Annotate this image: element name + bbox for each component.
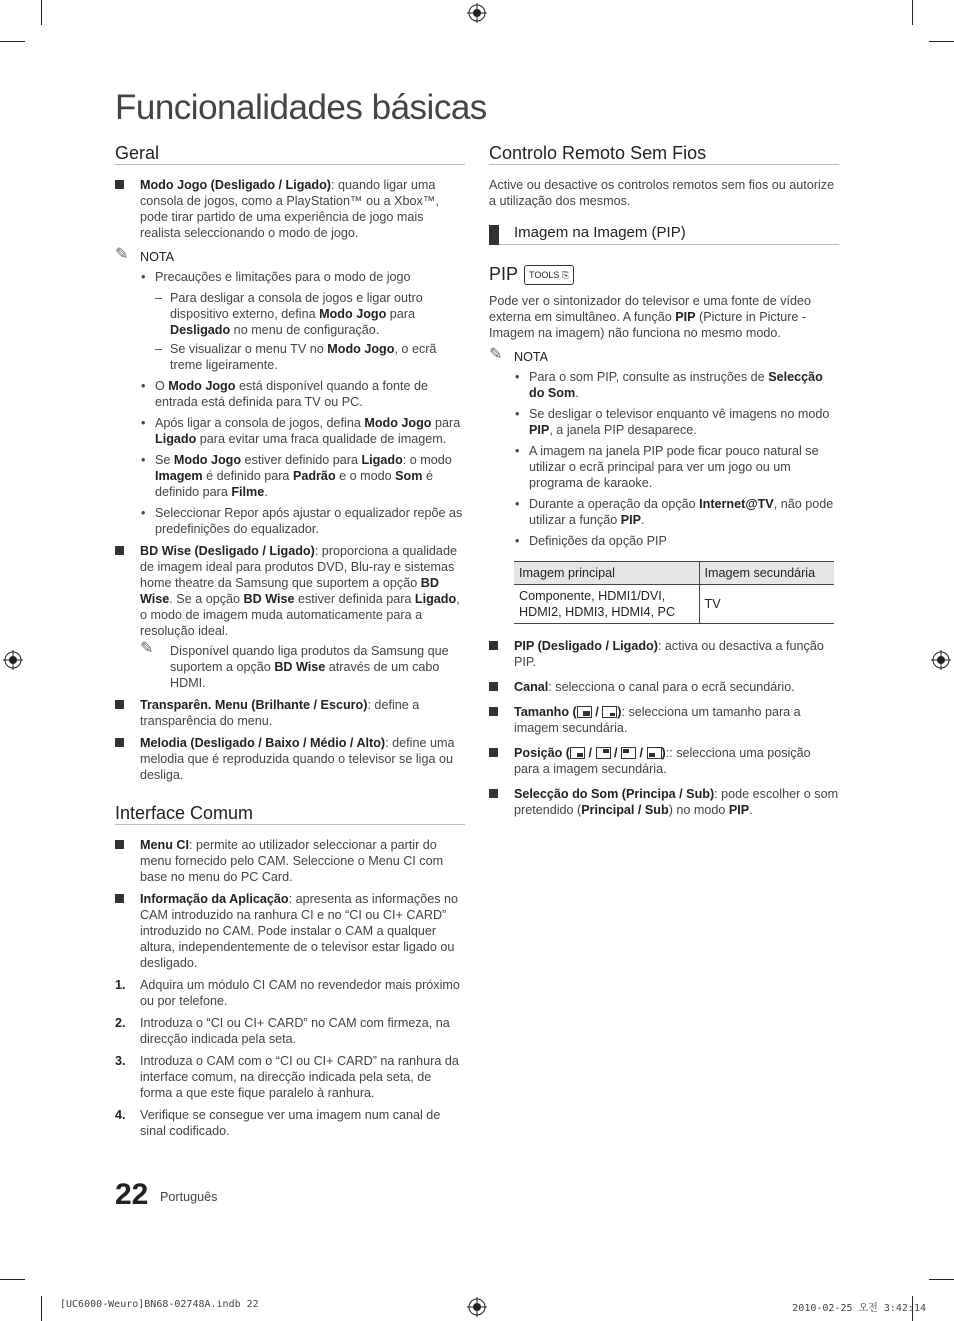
- crop-mark: [41, 1296, 42, 1321]
- note-bullet: • Para o som PIP, consulte as instruções de Selecção do Som.: [515, 370, 823, 400]
- size-large-icon: [577, 706, 592, 718]
- square-bullet-icon: [489, 707, 498, 716]
- language-label: Português: [160, 1190, 218, 1204]
- note-bullet: • O Modo Jogo está disponível quando a fonte de entrada está definida para TV ou PC.: [141, 379, 429, 409]
- position-bottom-right-icon: [570, 747, 585, 759]
- crop-mark: [929, 41, 954, 42]
- pencil-icon: ✎: [489, 346, 503, 363]
- list-item-menu-ci: Menu CI: permite ao utilizador seleccionar a partir do menu fornecido pelo CAM. Seleccione o Menu CI com base no menu do PC Card.: [115, 837, 465, 885]
- table-row: [514, 585, 834, 624]
- pip-heading: PIP TOOLS ⎘: [489, 265, 839, 285]
- note-bullet: • Após ligar a consola de jogos, defina Modo Jogo para Ligado para evitar uma fraca qualidade de imagem.: [141, 416, 461, 446]
- size-small-icon: [602, 706, 617, 718]
- crop-mark: [41, 0, 42, 25]
- note-bullet: • Seleccionar Repor após ajustar o equalizador repõe as predefinições do equalizador.: [141, 506, 463, 536]
- step-item: 3. Introduza o CAM com o “CI ou CI+ CARD” na ranhura da interface comum, na direcção indicada pela seta, de forma a que este fique paralelo à ranhura.: [115, 1054, 459, 1100]
- note-bullet: • Se Modo Jogo estiver definido para Ligado: o modo Imagem é definido para Padrão e o modo Som é definido para Filme.: [141, 453, 452, 499]
- page-number: 22: [115, 1178, 149, 1211]
- right-column: [489, 145, 839, 824]
- footer-date: 2010-02-25 오전 3:42:14: [792, 1303, 926, 1314]
- note-bullet: • Durante a operação da opção Internet@TV, não pode utilizar a função PIP.: [515, 497, 834, 527]
- square-bullet-icon: [489, 641, 498, 650]
- pip-intro: Pode ver o sintonizador do televisor e uma fonte de vídeo externa em simultâneo. A função PIP (Picture in Picture - Imagem na imagem) não funciona no mesmo modo.: [489, 294, 812, 340]
- note-bullet: • Se desligar o televisor enquanto vê imagens no modo PIP, a janela PIP desaparece.: [515, 407, 830, 437]
- table-cell: Componente, HDMI1/DVI, HDMI2, HDMI3, HDMI4, PC: [514, 585, 699, 624]
- square-bullet-icon: [115, 894, 124, 903]
- pencil-icon: ✎: [140, 640, 154, 657]
- registration-mark-icon: [467, 1297, 487, 1317]
- crop-mark: [912, 0, 913, 25]
- note-dash-item: – Para desligar a consola de jogos e ligar outro dispositivo externo, defina Modo Jogo para Desligado no menu de configuração.: [155, 291, 423, 337]
- square-bullet-icon: [115, 738, 124, 747]
- note-dash-item: – Se visualizar o menu TV no Modo Jogo, o ecrã treme ligeiramente.: [155, 342, 437, 372]
- list-item-info-aplicacao: Informação da Aplicação: apresenta as informações no CAM introduzido na ranhura CI e no “CI ou CI+ CARD” introduzido no CAM. Pode instalar o CAM a qualquer altura, independentemente de o televisor estar ligado ou desligado.: [115, 891, 465, 971]
- step-item: 2. Introduza o “CI ou CI+ CARD” no CAM com firmeza, na direcção indicada pela seta.: [115, 1016, 450, 1046]
- bd-wise-note: ✎ Disponível quando liga produtos da Samsung que suportem a opção BD Wise através de um cabo HDMI.: [140, 640, 449, 690]
- list-item-selecao-som: Selecção do Som (Principa / Sub): pode escolher o som pretendido (Principal / Sub) no modo PIP.: [489, 786, 839, 818]
- footer-file: [UC6000-Weuro]BN68-02748A.indb 22: [60, 1299, 259, 1310]
- registration-mark-icon: [931, 650, 951, 670]
- list-item-canal: Canal: selecciona o canal para o ecrã secundário.: [489, 679, 839, 695]
- square-bullet-icon: [115, 546, 124, 555]
- step-item: 4. Verifique se consegue ver uma imagem num canal de sinal codificado.: [115, 1108, 441, 1138]
- pencil-icon: ✎: [115, 246, 129, 263]
- section-heading-controlo-remoto: Controlo Remoto Sem Fios: [489, 145, 839, 165]
- registration-mark-icon: [467, 3, 487, 23]
- crop-mark: [0, 41, 25, 42]
- list-item-transparencia: Transparên. Menu (Brilhante / Escuro): define a transparência do menu.: [115, 697, 465, 729]
- square-bullet-icon: [489, 748, 498, 757]
- note-heading: ✎ NOTA: [489, 346, 549, 364]
- square-bullet-icon: [489, 789, 498, 798]
- square-bullet-icon: [115, 180, 124, 189]
- list-item-posicao: Posição ( / / / ):: selecciona uma posição para a imagem secundária.: [489, 745, 839, 777]
- section-heading-interface-comum: Interface Comum: [115, 805, 465, 825]
- position-top-right-icon: [596, 747, 611, 759]
- crop-mark: [929, 1279, 954, 1280]
- subsection-heading-pip: Imagem na Imagem (PIP): [489, 225, 839, 245]
- step-item: 1. Adquira um módulo CI CAM no revendedor mais próximo ou por telefone.: [115, 978, 460, 1008]
- square-bullet-icon: [489, 682, 498, 691]
- note-bullet: • Precauções e limitações para o modo de jogo: [141, 270, 411, 284]
- page-title: Funcionalidades básicas: [115, 88, 487, 127]
- pip-settings-table: [514, 561, 834, 624]
- list-item-tamanho: Tamanho ( / ): selecciona um tamanho para a imagem secundária.: [489, 704, 839, 736]
- controlo-text: Active ou desactive os controlos remotos sem fios ou autorize a utilização dos mesmos.: [489, 178, 835, 208]
- square-bullet-icon: [115, 840, 124, 849]
- note-heading: ✎ NOTA: [115, 246, 175, 264]
- list-item-pip: PIP (Desligado / Ligado): activa ou desactiva a função PIP.: [489, 638, 839, 670]
- position-top-left-icon: [621, 747, 636, 759]
- section-bar-icon: [489, 225, 499, 245]
- note-bullet: • A imagem na janela PIP pode ficar pouco natural se utilizar o ecrã principal para ver um jogo ou um programa de karaoke.: [515, 444, 819, 490]
- note-bullet: • Definições da opção PIP: [515, 534, 667, 548]
- crop-mark: [0, 1279, 25, 1280]
- list-item-bd-wise: BD Wise (Desligado / Ligado): proporciona a qualidade de imagem ideal para produtos DVD, Blu-ray e sistemas home theatre da Samsung que suportem a opção BD Wise. Se a opção BD Wise estiver definida para Ligado, o modo de imagem muda automaticamente para a resolução ideal.: [115, 543, 465, 639]
- table-header: Imagem secundária: [699, 562, 834, 585]
- list-item-melodia: Melodia (Desligado / Baixo / Médio / Alto): define uma melodia que é reproduzida quando o televisor se liga ou desliga.: [115, 735, 465, 783]
- table-cell: TV: [699, 585, 834, 624]
- table-header: Imagem principal: [514, 562, 699, 585]
- list-item-modo-jogo: Modo Jogo (Desligado / Ligado): quando ligar uma consola de jogos, como a PlayStation™ ou a Xbox™, pode tirar partido de uma experiência de jogo mais realista seleccionando o modo de jogo.: [115, 177, 465, 241]
- position-bottom-left-icon: [647, 747, 662, 759]
- registration-mark-icon: [3, 650, 23, 670]
- tools-icon: TOOLS ⎘: [524, 265, 574, 285]
- left-column: [115, 145, 465, 1145]
- square-bullet-icon: [115, 700, 124, 709]
- section-heading-geral: Geral: [115, 145, 465, 165]
